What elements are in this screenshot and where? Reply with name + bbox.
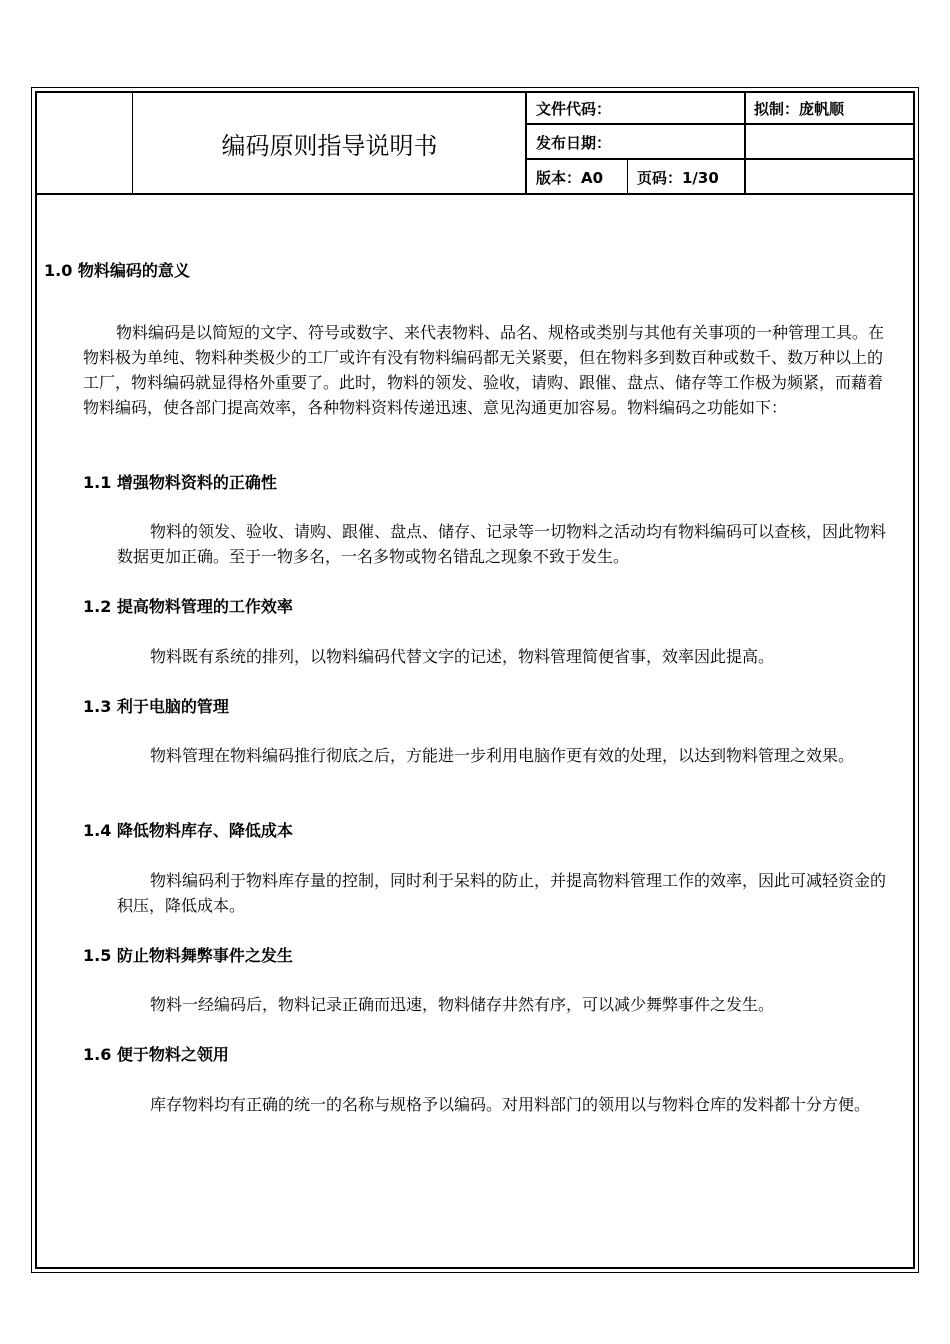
version-label: 版本：A0 bbox=[536, 169, 604, 187]
drafter-label: 拟制：庞帆顺 bbox=[754, 100, 845, 118]
section-heading: 1.0 物料编码的意义 bbox=[44, 261, 190, 280]
file-code-label: 文件代码： bbox=[536, 100, 612, 118]
subsection-paragraph: 库存物料均有正确的统一的名称与规格予以编码。对用料部门的领用以与物料仓库的发料都十分方便。 bbox=[150, 1095, 871, 1114]
header-divider bbox=[744, 91, 746, 194]
subsection-heading: 1.6 便于物料之领用 bbox=[83, 1045, 229, 1064]
subsection-heading: 1.3 利于电脑的管理 bbox=[83, 697, 229, 716]
subsection-paragraph: 物料的领发、验收、请购、跟催、盘点、储存、记录等一切物料之活动均有物料编码可以查核，因此物料数据更加正确。至于一物多名，一名多物或物名错乱之现象不致于发生。 bbox=[117, 522, 887, 566]
subsection-paragraph: 物料一经编码后，物料记录正确而迅速，物料储存井然有序，可以减少舞弊事件之发生。 bbox=[150, 995, 775, 1014]
document-title: 编码原则指导说明书 bbox=[221, 131, 438, 160]
section-intro-paragraph: 物料编码是以简短的文字、符号或数字、来代表物料、品名、规格或类别与其他有关事项的一种管理工具。在物料极为单纯、物料种类极少的工厂或许有没有物料编码都无关紧要，但在物料多到数百种或数千、数万种以上的工厂，物料编码就显得格外重要了。此时，物料的领发、验收，请购、跟催、盘点、储存等工作极为频紧，而藉着物料编码，使各部门提高效率，各种物料资料传递迅速、意见沟通更加容易。物料编码之功能如下： bbox=[83, 323, 885, 417]
release-date-label: 发布日期： bbox=[536, 134, 612, 152]
subsection-heading: 1.4 降低物料库存、降低成本 bbox=[83, 821, 293, 840]
page-number-label: 页码：1/30 bbox=[637, 169, 719, 187]
subsection-heading: 1.2 提高物料管理的工作效率 bbox=[83, 597, 293, 616]
subsection-paragraph: 物料管理在物料编码推行彻底之后，方能进一步利用电脑作更有效的处理，以达到物料管理之效果。 bbox=[150, 746, 855, 765]
header-divider bbox=[627, 159, 628, 194]
subsection-heading: 1.5 防止物料舞弊事件之发生 bbox=[83, 946, 293, 965]
subsection-paragraph: 物料既有系统的排列，以物料编码代替文字的记述，物料管理简便省事，效率因此提高。 bbox=[150, 647, 775, 666]
subsection-heading: 1.1 增强物料资料的正确性 bbox=[83, 473, 277, 492]
subsection-paragraph: 物料编码利于物料库存量的控制，同时利于呆料的防止，并提高物料管理工作的效率，因此可减轻资金的积压，降低成本。 bbox=[117, 871, 887, 915]
